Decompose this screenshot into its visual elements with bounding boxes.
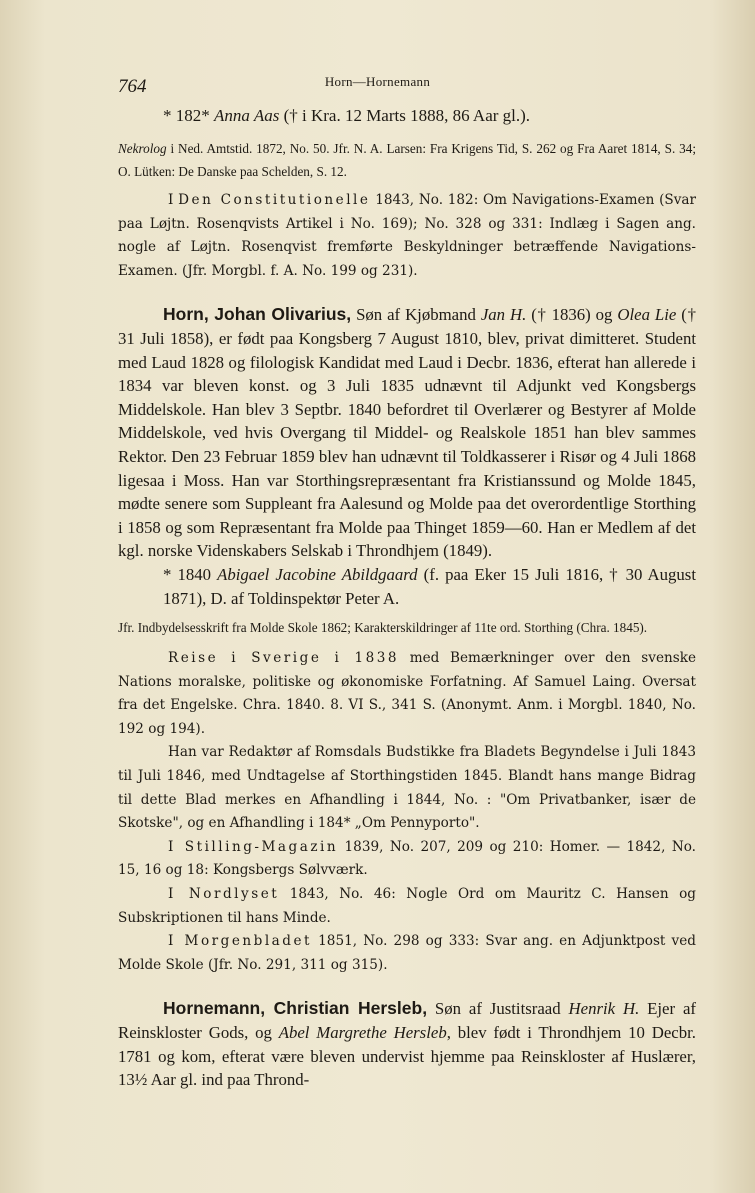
- entry-horn-biography: [118, 303, 696, 563]
- nekrolog-text: i Ned. Amtstid. 1872, No. 50. Jfr. N. A. Larsen: Fra Krigens Tid, S. 262 og Fra Aaret 1814, S. 34; O. Lütken: De Danske paa Schelden, S. 12.: [118, 141, 696, 179]
- note-text: 1843, No. 182: Om Navigations-Examen (Svar paa Løjtn. Rosenqvists Artikel i No. 169); No. 328 og 331: Indlæg i Sagen ang. nogle af Løjtn. Rosenqvist fremførte Beskyldninger betræffende Navigations-Examen. (Jfr. Morgbl. f. A. No. 199 og 231).: [118, 192, 696, 279]
- mother-name: Abel Margrethe Hersleb: [278, 1023, 447, 1042]
- work-text: Han var Redaktør af Romsdals Budstikke fra Bladets Begyndelse i Juli 1843 til Juli 1846, med Undtagelse af Storthingstiden 1845. Blandt hans mange Bidrag til dette Blad merkes en Afhandling i 1844, No. : "Om Privatbanker, især de Skotske", og en Afhandling i 184* „Om Pennyporto".: [118, 744, 696, 832]
- work-title: I Nordlyset: [168, 886, 280, 903]
- entry-text: Søn af Kjøbmand: [351, 305, 481, 325]
- entry-text: Søn af Justitsraad: [427, 999, 569, 1019]
- marriage-details: (f. paa Eker 15 Juli 1816, † 30 August 1871), D. af Toldinspektør Peter A.: [163, 564, 696, 608]
- father-name: Jan H.: [480, 305, 527, 325]
- work-item: [118, 647, 696, 741]
- entry-horn-marriage: [118, 563, 696, 610]
- entry-text: , blev født i Throndhjem 10 Decbr. 1781 og kom, efterat være bleven undervist hjemme paa Reinskloster af Huslærer, 13½ Aar gl. ind paa Thrond-: [118, 1023, 696, 1090]
- work-title: Reise i Sverige i 1838: [168, 650, 400, 667]
- note-prefix: I: [168, 192, 179, 208]
- entry-hornemann-biography: [118, 997, 696, 1091]
- previous-entry-marriage: [118, 103, 696, 129]
- work-text: 1851, No. 298 og 333: Svar ang. en Adjunktpost ved Molde Skole (Jfr. No. 291, 311 og 315).: [118, 933, 696, 973]
- entry-text: († 31 Juli 1858), er født paa Kongsberg 7 August 1810, blev, privat dimitteret. Student med Laud 1828 og filologisk Kandidat med Laud i Decbr. 1836, efterat han allerede i 1834 var bleven konst. og 3 Juli 1835 udnævnt til Adjunkt ved Kongsbergs Middelskole. Han blev 3 Septbr. 1840 befordret til Overlærer og Bestyrer af Molde Middelskole, ved hvis Overgang til Middel- og Realskole 1851 han blev sammes Rektor. Den 23 Februar 1859 blev han udnævnt til Toldkasserer i Risør og 4 Juli 1868 ligesaa i Moss. Han var Storthingsrepræsentant fra Kristianssund og Molde 1845, mødte senere som Suppleant fra Aalesund og Molde paa det overordentlige Storthing i 1858 og som Repræsentant fra Molde paa Thinget 1859—60. Han er Medlem af det kgl. norske Videnskabers Selskab i Throndhjem (1849).: [118, 305, 696, 561]
- marriage-prefix: * 1840: [163, 564, 218, 584]
- nekrolog-label: Nekrolog: [118, 141, 167, 156]
- nekrolog-note: [118, 137, 696, 183]
- marriage-details: († i Kra. 12 Marts 1888, 86 Aar gl.).: [279, 106, 531, 125]
- entry-name: Hornemann, Christian Hersleb,: [163, 998, 428, 1019]
- work-title: I Stilling-Magazin: [168, 838, 339, 855]
- newspaper-title: Den Constitutionelle: [178, 192, 371, 208]
- work-title: I Morgenbladet: [168, 933, 312, 950]
- work-item: [118, 930, 696, 977]
- running-title: Horn—Hornemann: [324, 74, 431, 89]
- work-item: [118, 741, 696, 835]
- entry-name: Horn, Johan Olivarius,: [163, 304, 352, 325]
- constitutionelle-note: [118, 189, 696, 283]
- work-text: med Bemærkninger over den svenske Nations moralske, politiske og økonomiske Forfatning. Af Samuel Laing. Oversat fra det Engelske. Chra. 1840. 8. VI S., 341 S. (Anonymt. Anm. i Morgbl. 1840, No. 192 og 194).: [118, 650, 697, 737]
- work-item: [118, 883, 696, 930]
- marriage-prefix: * 182*: [163, 106, 214, 125]
- entry-text: († 1836) og: [526, 305, 618, 325]
- father-name: Henrik H.: [568, 999, 640, 1019]
- entry-horn-sources: Jfr. Indbydelsesskrift fra Molde Skole 1862; Karakterskildringer af 11te ord. Storthing (Chra. 1845).: [118, 620, 648, 636]
- work-text: 1843, No. 46: Nogle Ord om Mauritz C. Hansen og Subskriptionen til hans Minde.: [118, 886, 696, 926]
- work-item: [118, 836, 696, 883]
- mother-name: Olea Lie: [617, 305, 677, 325]
- spouse-name: Abigael Jacobine Abildgaard: [217, 564, 418, 584]
- entry-text: Ejer af Reinskloster Gods, og: [118, 999, 696, 1042]
- page-header: [0, 68, 755, 98]
- page-content: [118, 103, 696, 1092]
- work-text: 1839, No. 207, 209 og 210: Homer. — 1842, No. 15, 16 og 18: Kongsbergs Sølvværk.: [118, 838, 696, 879]
- page-number: 764: [118, 76, 147, 97]
- spouse-name: Anna Aas: [214, 106, 280, 125]
